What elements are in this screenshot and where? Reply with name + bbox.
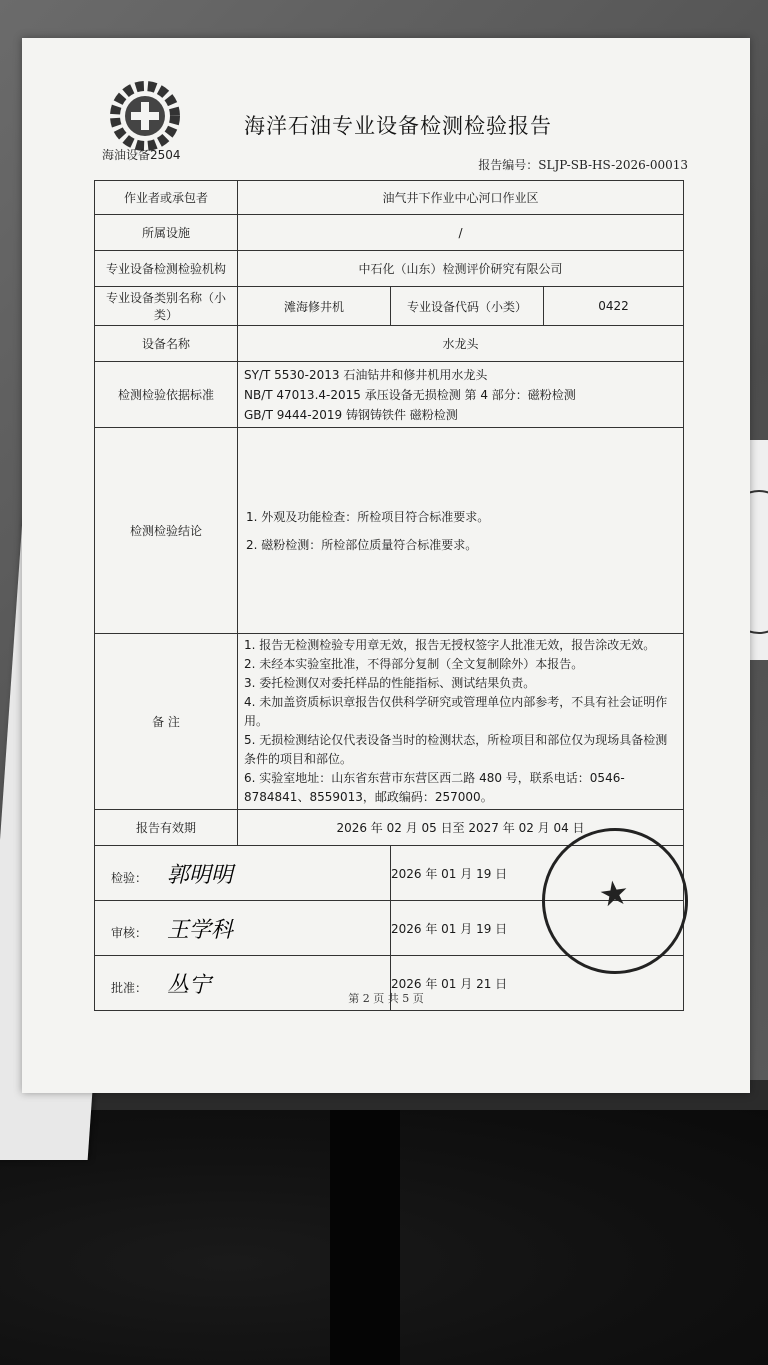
category-value: 滩海修井机 — [238, 287, 391, 326]
note-item: 2. 未经本实验室批准，不得部分复制（全文复制除外）本报告。 — [244, 657, 584, 671]
conclusion-list — [238, 428, 684, 634]
code-value: 0422 — [544, 287, 684, 326]
org-value: 中石化（山东）检测评价研究有限公司 — [238, 251, 684, 287]
note-item: 1. 报告无检测检验专用章无效，报告无授权签字人批准无效，报告涂改无效。 — [244, 638, 656, 652]
conclusion-label: 检测检验结论 — [95, 428, 238, 634]
notes-list — [238, 634, 684, 810]
validity-label: 报告有效期 — [95, 810, 238, 846]
contractor-label: 作业者或承包者 — [95, 181, 238, 215]
facility-value: / — [238, 215, 684, 251]
standards-list — [238, 362, 684, 428]
standard-item: GB/T 9444-2019 铸钢铸铁件 磁粉检测 — [244, 407, 458, 422]
standard-item: NB/T 47013.4-2015 承压设备无损检测 第 4 部分：磁粉检测 — [244, 387, 576, 402]
basis-label: 检测检验依据标准 — [95, 362, 238, 428]
conclusion-item: 2. 磁粉检测：所检部位质量符合标准要求。 — [246, 537, 478, 552]
notes-label: 备 注 — [95, 634, 238, 810]
note-item: 4. 未加盖资质标识章报告仅供科学研究或管理单位内部参考，不具有社会证明作用。 — [244, 695, 668, 728]
inspector-signature: 郭明明 — [166, 862, 233, 888]
approver-signature: 丛宁 — [166, 972, 211, 998]
contractor-value: 油气井下作业中心河口作业区 — [238, 181, 684, 215]
trousers-fold — [330, 1110, 400, 1365]
stamp-star-icon: ★ — [596, 872, 632, 916]
reviewer-signature: 王学科 — [166, 917, 233, 943]
conclusion-item: 1. 外观及功能检查：所检项目符合标准要求。 — [246, 509, 490, 524]
reviewer-row — [95, 901, 391, 956]
code-label: 专业设备代码（小类） — [391, 287, 544, 326]
equipment-value: 水龙头 — [238, 326, 684, 362]
approver-label: 批准： — [111, 980, 148, 995]
page-number: 第 2 页 共 5 页 — [348, 992, 424, 1005]
category-label: 专业设备类别名称（小类） — [95, 287, 238, 326]
standard-item: SY/T 5530-2013 石油钻井和修井机用水龙头 — [244, 367, 488, 382]
reviewer-label: 审核： — [111, 925, 148, 940]
facility-label: 所属设施 — [95, 215, 238, 251]
report-title: 海洋石油专业设备检测检验报告 — [244, 114, 552, 138]
inspector-date: 2026 年 01 月 19 日 — [391, 846, 684, 901]
inspector-row — [95, 846, 391, 901]
validity-value: 2026 年 02 月 05 日至 2027 年 02 月 04 日 — [238, 810, 684, 846]
reviewer-date: 2026 年 01 月 19 日 — [391, 901, 684, 956]
note-item: 3. 委托检测仅对委托样品的性能指标、测试结果负责。 — [244, 676, 536, 690]
report-number: 报告编号：SLJP-SB-HS-2026-00013 — [478, 158, 688, 172]
equipment-label: 设备名称 — [95, 326, 238, 362]
note-item: 5. 无损检测结论仅代表设备当时的检测状态，所检项目和部位仅为现场具备检测条件的项目和部位。 — [244, 733, 668, 766]
note-item: 6. 实验室地址：山东省东营市东营区西二路 480 号，联系电话：0546-8784841、8559013，邮政编码：257000。 — [244, 771, 625, 804]
logo-label: 海油设备2504 — [102, 148, 181, 162]
approver-date: 2026 年 01 月 21 日 — [391, 956, 684, 1011]
report-page — [22, 38, 750, 1093]
org-label: 专业设备检测检验机构 — [95, 251, 238, 287]
inspector-label: 检验： — [111, 870, 148, 885]
